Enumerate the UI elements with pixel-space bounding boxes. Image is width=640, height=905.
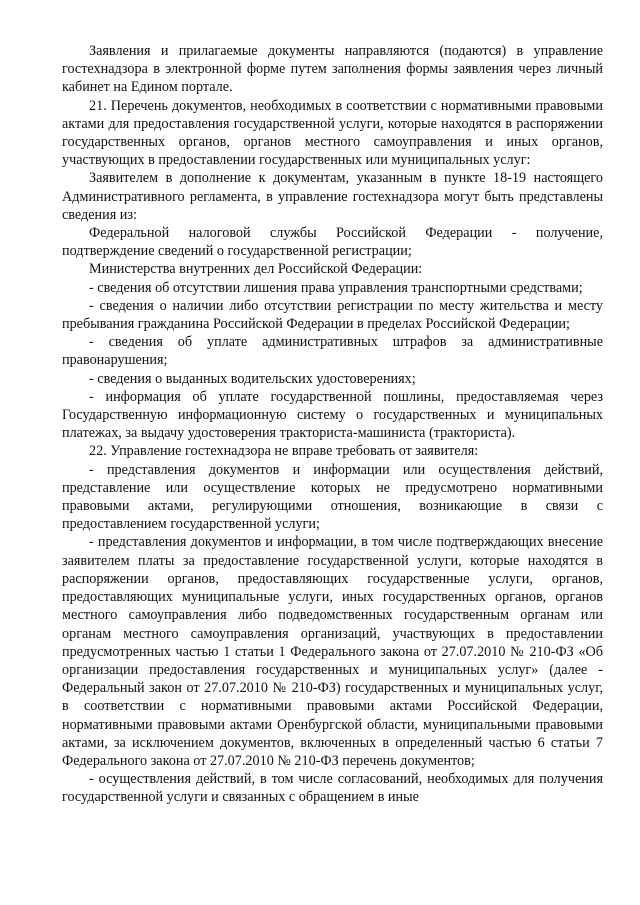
paragraph-interior-ministry: Министерства внутренних дел Российской Федерации: (89, 261, 423, 278)
paragraph-electronic-submission: Заявления и прилагаемые документы направляются (подаются) в управление гостехнадзора в электронной форме путем заполнения формы заявления через личный кабинет на Едином портале. (62, 43, 603, 96)
list-item-state-duty: - информация об уплате государственной пошлины, предоставляемая через Государственную информационную систему о государственных и муниципальных платежах, за выдачу удостоверения тракториста-машиниста (тракториста). (62, 388, 603, 442)
list-item-license-deprivation: - сведения об отсутствии лишения права управления транспортными средствами; (89, 279, 583, 296)
paragraph-applicant-info: Заявителем в дополнение к документам, указанным в пункте 18-19 настоящего Административного регламента, в управление гостехнадзора могут быть представлены сведения из: (62, 170, 603, 223)
list-item-documents-in-possession: - представления документов и информации, в том числе подтверждающих внесение заявителем платы за предоставление государственной услуги, которые находятся в распоряжении органов, предоставляющих государственные услуги, органов, предоставляющих муниципальные услуги, иных государственных органов, органов местного самоуправления либо подведомственных государственным органам или органам местного самоуправления организаций, участвующих в предоставлении предусмотренных частью 1 статьи 1 Федерального закона от 27.07.2010 № 210-ФЗ «Об организации предоставления государственных и муниципальных услуг» (далее - Федеральный закон от 27.07.2010 № 210-ФЗ) государственных и муниципальных услуг, в соответствии с нормативными правовыми актами Российской Федерации, нормативными правовыми актами Оренбургской области, муниципальными правовыми актами, за исключением документов, включенных в определенный частью 6 статьи 7 Федерального закона от 27.07.2010 № 210-ФЗ перечень документов; (62, 534, 603, 769)
list-item-registration: - сведения о наличии либо отсутствии регистрации по месту жительства и месту пребывания гражданина Российской Федерации в пределах Российской Федерации; (62, 297, 603, 333)
paragraph-item-22: 22. Управление гостехнадзора не вправе требовать от заявителя: (89, 443, 479, 460)
list-item-documents-not-required: - представления документов и информации или осуществления действий, представление или осуществление которых не предусмотрено нормативными правовыми актами, регулирующими отношения, возникающие в связи с предоставлением государственной услуги; (62, 461, 603, 533)
list-item-fines: - сведения об уплате административных штрафов за административные правонарушения; (62, 334, 603, 369)
list-item-approvals: - осуществления действий, в том числе согласований, необходимых для получения государственной услуги и связанных с обращением в иные (62, 771, 603, 806)
paragraph-item-21: 21. Перечень документов, необходимых в соответствии с нормативными правовыми актами для предоставления государственной услуги, которые находятся в распоряжении государственных органов, органов местного самоуправления и иных органов, участвующих в предоставлении государственных или муниципальных услуг: (62, 97, 603, 169)
paragraph-tax-service: Федеральной налоговой службы Российской Федерации - получение, подтверждение сведений о государственной регистрации; (62, 225, 603, 260)
list-item-licenses: - сведения о выданных водительских удостоверениях; (89, 370, 416, 387)
document-page (62, 42, 603, 807)
